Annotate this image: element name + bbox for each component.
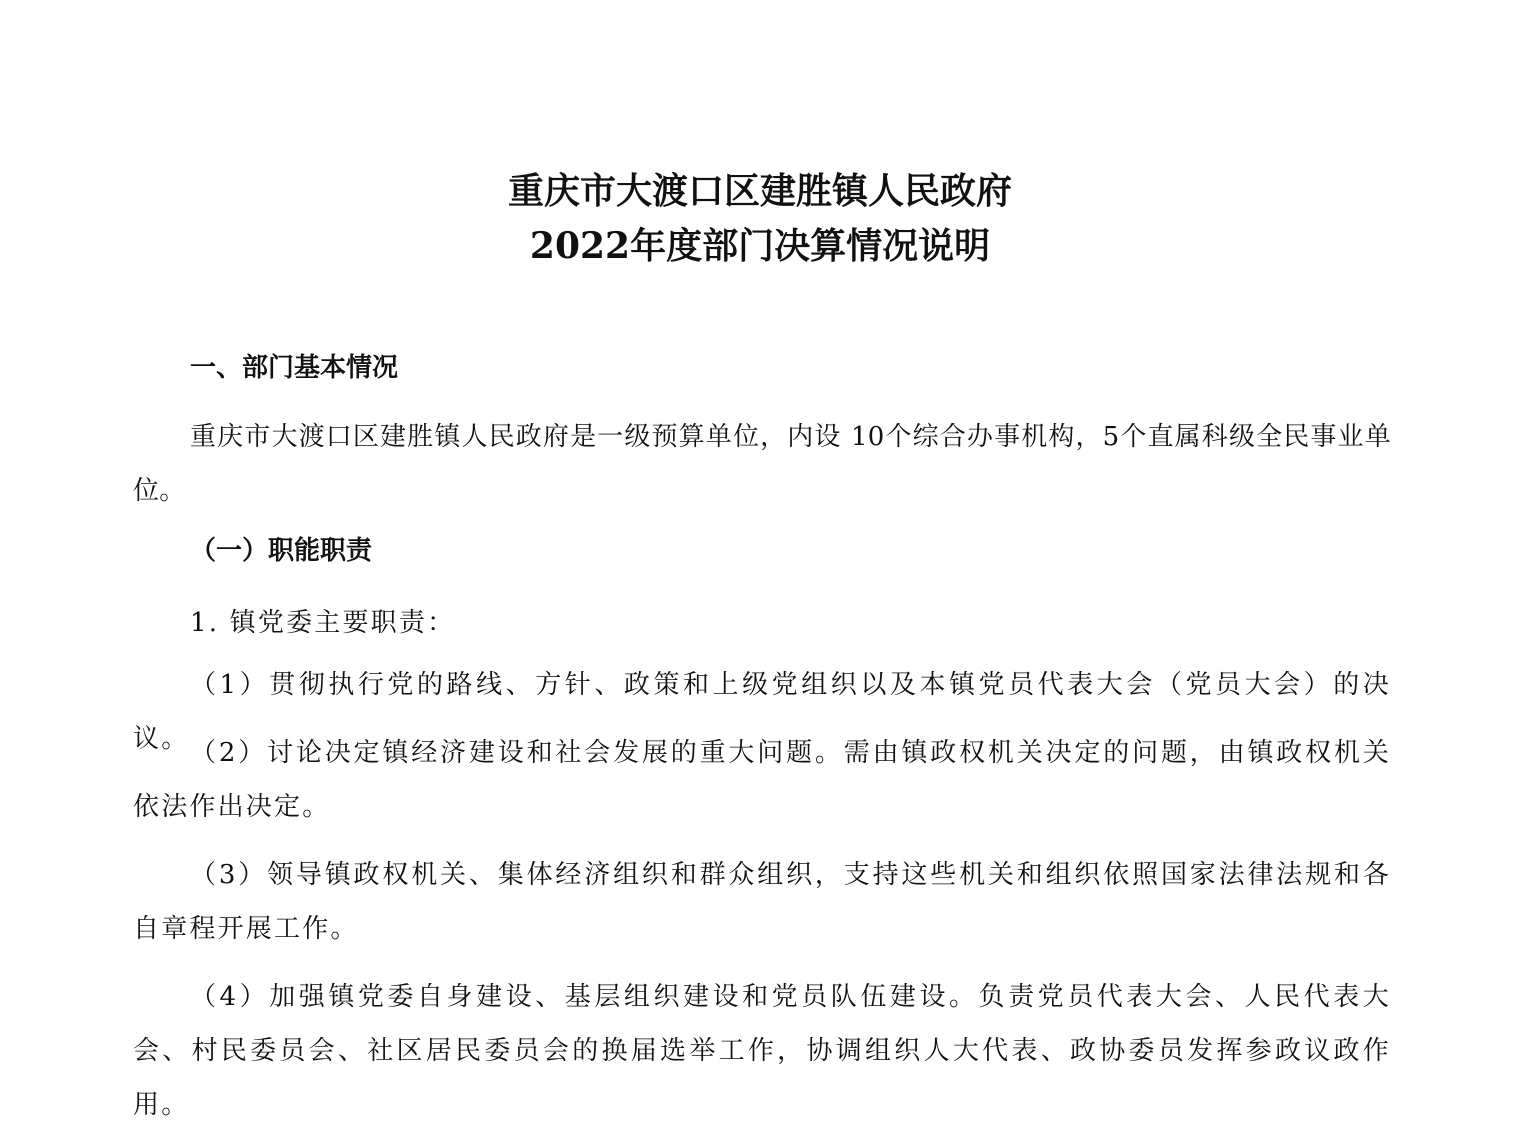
duty-paragraph-1: （1）贯彻执行党的路线、方针、政策和上级党组织以及本镇党员代表大会（党员大会）的决议。 [133, 670, 1391, 754]
duty-paragraph-2: （2）讨论决定镇经济建设和社会发展的重大问题。需由镇政权机关决定的问题，由镇政权机关依法作出决定。 [133, 738, 1391, 822]
duty-paragraph-3: （3）领导镇政权机关、集体经济组织和群众组织，支持这些机关和组织依照国家法律法规和各自章程开展工作。 [133, 860, 1391, 944]
document-title-line-2: 2022年度部门决算情况说明 [529, 225, 991, 267]
document-title-line-1: 重庆市大渡口区建胜镇人民政府 [507, 170, 1012, 212]
item-title-party-committee: 1. 镇党委主要职责： [190, 608, 456, 638]
duty-paragraph-4: （4）加强镇党委自身建设、基层组织建设和党员队伍建设。负责党员代表大会、人民代表大会、村民委员会、社区居民委员会的换届选举工作，协调组织人大代表、政协委员发挥参政议政作用。 [133, 982, 1391, 1120]
subsection-heading-duties: （一）职能职责 [190, 536, 373, 566]
section-heading-basic-info: 一、部门基本情况 [190, 353, 399, 383]
intro-paragraph: 重庆市大渡口区建胜镇人民政府是一级预算单位，内设 10个综合办事机构，5个直属科级全民事业单位。 [133, 422, 1391, 506]
